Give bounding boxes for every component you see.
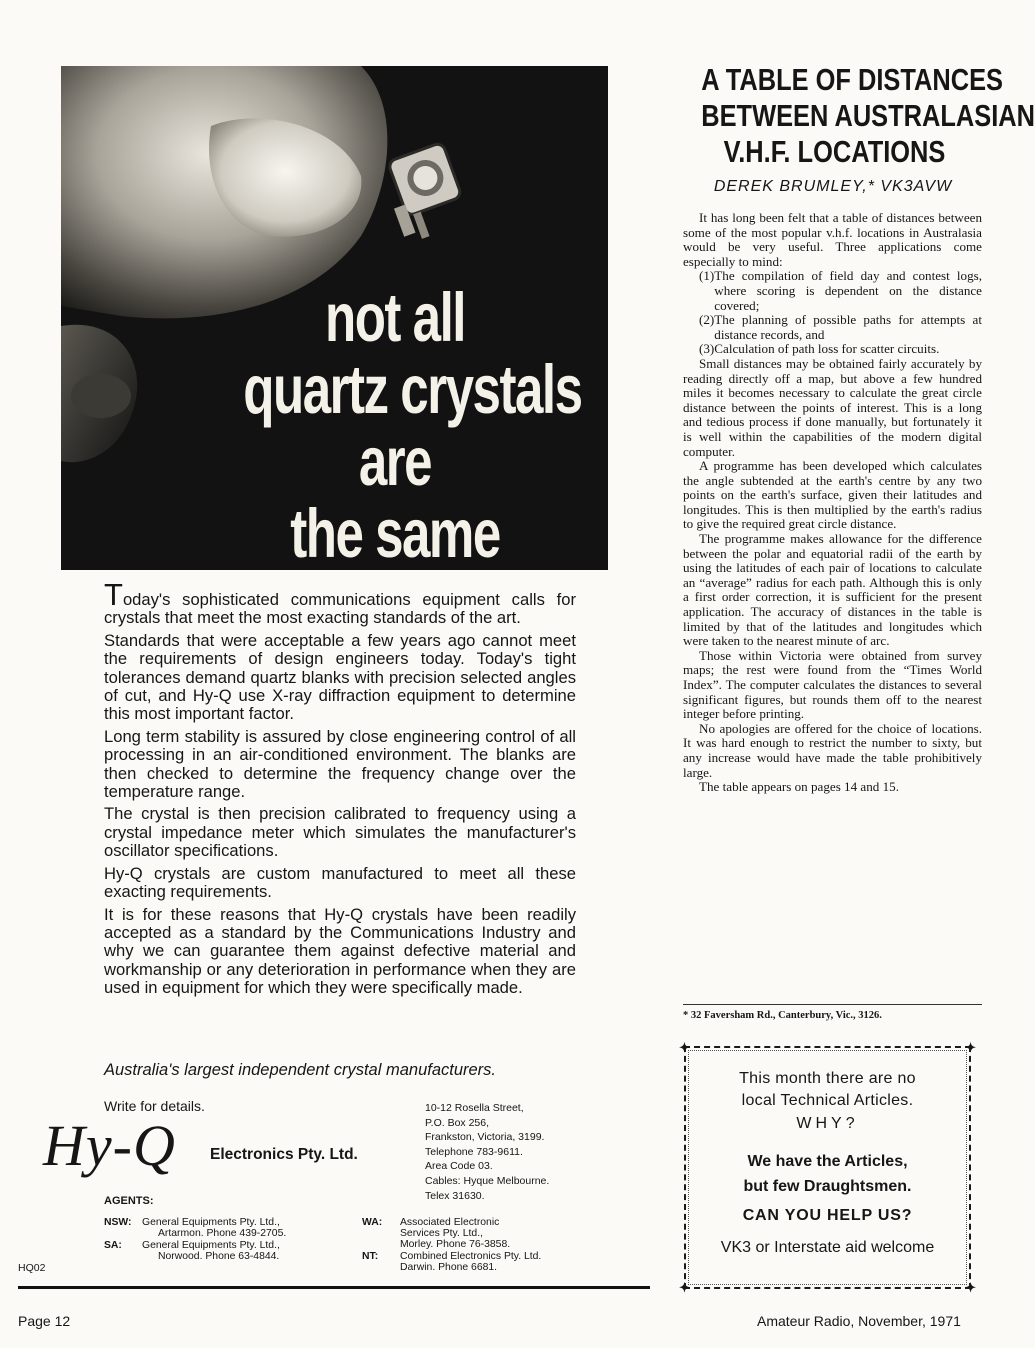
article-body xyxy=(683,211,982,795)
title-line: A TABLE OF DISTANCES xyxy=(701,62,1003,97)
agent-line: Combined Electronics Pty. Ltd. xyxy=(400,1251,542,1262)
list-item xyxy=(683,313,982,342)
notice-why: WHY? xyxy=(796,1115,859,1132)
list-item xyxy=(683,342,982,357)
article-byline: DEREK BRUMLEY,* VK3AVW xyxy=(713,178,953,195)
advert-headline xyxy=(243,279,582,572)
list-text: The compilation of field day and contest logs, where scoring is dependent on the distance covered; xyxy=(714,268,982,313)
agent-line: Associated Electronic xyxy=(400,1217,500,1228)
list-number: (2) xyxy=(699,312,715,328)
applications-list xyxy=(683,269,982,357)
notice-content xyxy=(686,1068,969,1257)
notice-help: CAN YOU HELP US? xyxy=(742,1207,913,1224)
agent-state: WA: xyxy=(362,1217,383,1228)
advert-paragraph xyxy=(104,577,576,628)
headline-line-2: quartz crystals xyxy=(243,351,582,428)
advert-paragraph: Hy-Q crystals are custom manufactured to meet all these exacting requirements. xyxy=(104,863,576,902)
address-line: Telex 31630. xyxy=(425,1189,485,1202)
corner-ornament: ✦ xyxy=(965,1040,976,1055)
list-text: Calculation of path loss for scatter circuits. xyxy=(714,341,940,357)
agent-state: NT: xyxy=(362,1251,379,1262)
notice-line: This month there are no xyxy=(739,1070,916,1087)
page-number: Page 12 xyxy=(18,1313,71,1329)
title-line: V.H.F. LOCATIONS xyxy=(723,134,946,169)
notice-bold-line: We have the Articles, xyxy=(747,1153,908,1170)
notice-foot: VK3 or Interstate aid welcome xyxy=(720,1239,935,1256)
headline-line-1: not all xyxy=(325,279,465,356)
agent-state: SA: xyxy=(104,1240,122,1251)
notice-line: local Technical Articles. xyxy=(741,1092,914,1109)
agent-line: Services Pty. Ltd., xyxy=(400,1228,483,1239)
address-line: Cables: Hyque Melbourne. xyxy=(425,1174,550,1187)
advert-paragraph: Long term stability is assured by close engineering control of all processing in an air-conditioned environment. The blanks are then checked to determine the frequency change over the temperature range. xyxy=(104,726,576,802)
advert-paragraph: Standards that were acceptable a few years ago cannot meet the requirements of design engineers today. Today's tight tolerances demand quartz blanks with precision selected angles of cut, and Hy-Q use X-ray diffraction equipment to determine this most important factor. xyxy=(104,630,576,724)
notice-box xyxy=(679,1040,976,1295)
article-paragraph: Small distances may be obtained fairly accurately by reading directly off a map, but above a few hundred miles it becomes necessary to calculate the great circle distance between the points of interest. This is a long and tedious process if done manually, but fortunately it is well within the capabilities of the modern digital computer. xyxy=(683,355,982,459)
advert-paragraph: It is for these reasons that Hy-Q crystals have been readily accepted as a standard by the Communications Industry and why we can guarantee them against defective material and workmanship or any deterioration in performance when they are used in equipment for which they were specifically made. xyxy=(104,904,576,998)
agent-line: Norwood. Phone 63-4844. xyxy=(158,1251,280,1262)
advert-paragraph: The crystal is then precision calibrated to frequency using a crystal impedance meter which simulates the manufacturer's oscillator specifications. xyxy=(104,804,576,861)
list-number: (3) xyxy=(699,341,715,357)
agent-line: General Equipments Pty. Ltd., xyxy=(142,1240,280,1251)
article-paragraph: Those within Victoria were obtained from survey maps; the rest were found from the “Times World Index”. The computer calculates the distances to several significant figures, but rounds them off to the nearest integer before printing. xyxy=(683,647,982,722)
address-line: Frankston, Victoria, 3199. xyxy=(425,1131,545,1144)
advert-tagline: Australia's largest independent crystal manufacturers. xyxy=(104,1061,497,1079)
agent-line: Artarmon. Phone 439-2705. xyxy=(158,1228,287,1239)
agent-line: Morley. Phone 76-3858. xyxy=(400,1239,511,1250)
list-number: (1) xyxy=(699,268,715,284)
corner-ornament: ✦ xyxy=(679,1280,690,1295)
magazine-issue: Amateur Radio, November, 1971 xyxy=(757,1313,961,1329)
corner-ornament: ✦ xyxy=(679,1040,690,1055)
bottom-rule xyxy=(18,1286,650,1289)
agent-line: Darwin. Phone 6681. xyxy=(400,1262,498,1273)
article-paragraph: The table appears on pages 14 and 15. xyxy=(699,779,899,795)
advert-body xyxy=(104,577,576,1002)
list-text: The planning of possible paths for attempts at distance records, and xyxy=(714,312,982,342)
company-name: Electronics Pty. Ltd. xyxy=(210,1146,358,1163)
corner-ornament: ✦ xyxy=(965,1280,976,1295)
article-paragraph: No apologies are offered for the choice of locations. It was hard enough to restrict the number to sixty, but any increase would have made the table prohibitively large. xyxy=(683,720,982,780)
notice-bold-line: but few Draughtsmen. xyxy=(743,1178,912,1195)
hyq-logo: Hy-Q xyxy=(43,1113,176,1178)
article-paragraph: The programme makes allowance for the difference between the polar and equatorial radii of the earth by using the latitudes of each pair of locations to calculate an “average” radius for each path. Although this is only a first order correction, it is sufficient for the present application. The accuracy of distances in the table is limited by that of the latitudes and longitudes which were taken to the nearest minute of arc. xyxy=(683,531,982,649)
agents-heading: AGENTS: xyxy=(104,1195,154,1207)
title-line: BETWEEN AUSTRALASIAN xyxy=(701,98,1035,133)
headline-line-3: are xyxy=(358,423,432,500)
footnote-rule xyxy=(683,1004,982,1005)
agent-state: NSW: xyxy=(104,1217,132,1228)
article-title xyxy=(701,62,1035,170)
headline-line-4: the same xyxy=(290,495,500,572)
list-item xyxy=(683,269,982,313)
address-line: Area Code 03. xyxy=(425,1160,493,1173)
address-line: P.O. Box 256, xyxy=(425,1116,490,1129)
address-line: Telephone 783-9611. xyxy=(425,1145,523,1158)
article-paragraph: It has long been felt that a table of distances between some of the most popular v.h.f. locations in Australasia would be very useful. Three applications come especially to mind: xyxy=(683,210,982,269)
address-line: 10-12 Rosella Street, xyxy=(425,1102,524,1114)
advert-code: HQ02 xyxy=(18,1262,46,1274)
agent-line: General Equipments Pty. Ltd., xyxy=(142,1217,280,1228)
company-address xyxy=(425,1101,549,1203)
drop-cap: T xyxy=(104,577,123,612)
article-paragraph: A programme has been developed which calculates the angle subtended at the earth's centre by any two points on the earth's surface, given their latitudes and longitudes. This is then multiplied by the earth's radius to give the required great circle distance. xyxy=(683,458,982,532)
advert-paragraph-text: oday's sophisticated communications equipment calls for crystals that meet the most exacting standards of the art. xyxy=(104,590,576,628)
author-footnote: * 32 Faversham Rd., Canterbury, Vic., 3126. xyxy=(683,1010,882,1021)
write-for-details: Write for details. xyxy=(104,1098,205,1114)
